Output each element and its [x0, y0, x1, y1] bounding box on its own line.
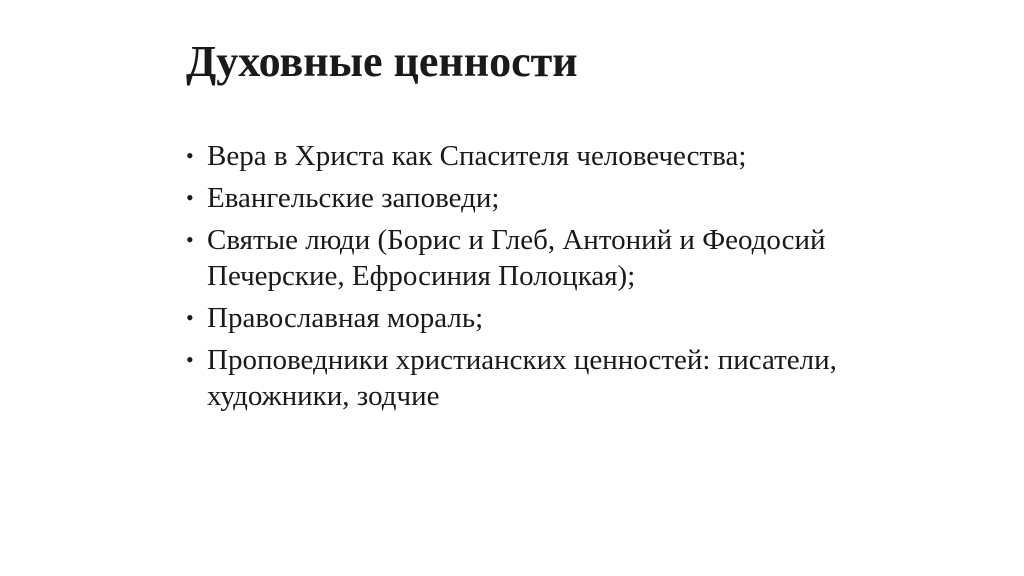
- bullet-item: [186, 138, 886, 174]
- slide-title: Духовные ценности: [186, 37, 578, 86]
- bullet-text: Святые люди (Борис и Глеб, Антоний и Феодосий Печерские, Ефросиния Полоцкая);: [207, 224, 826, 292]
- bullet-item: [186, 222, 886, 294]
- bullet-item: [186, 300, 886, 336]
- bullet-text: Вера в Христа как Спасителя человечества;: [207, 140, 747, 172]
- bullet-text: Проповедники христианских ценностей: писатели, художники, зодчие: [207, 344, 837, 412]
- bullet-text: Евангельские заповеди;: [207, 182, 500, 214]
- bullet-item: [186, 180, 886, 216]
- bullet-dot-icon: •: [186, 305, 194, 330]
- bullet-item: [186, 342, 886, 414]
- bullet-text: Православная мораль;: [207, 302, 484, 334]
- bullet-list: [186, 138, 886, 420]
- bullet-dot-icon: •: [186, 143, 194, 168]
- bullet-dot-icon: •: [186, 185, 194, 210]
- bullet-dot-icon: •: [186, 227, 194, 252]
- bullet-dot-icon: •: [186, 347, 194, 372]
